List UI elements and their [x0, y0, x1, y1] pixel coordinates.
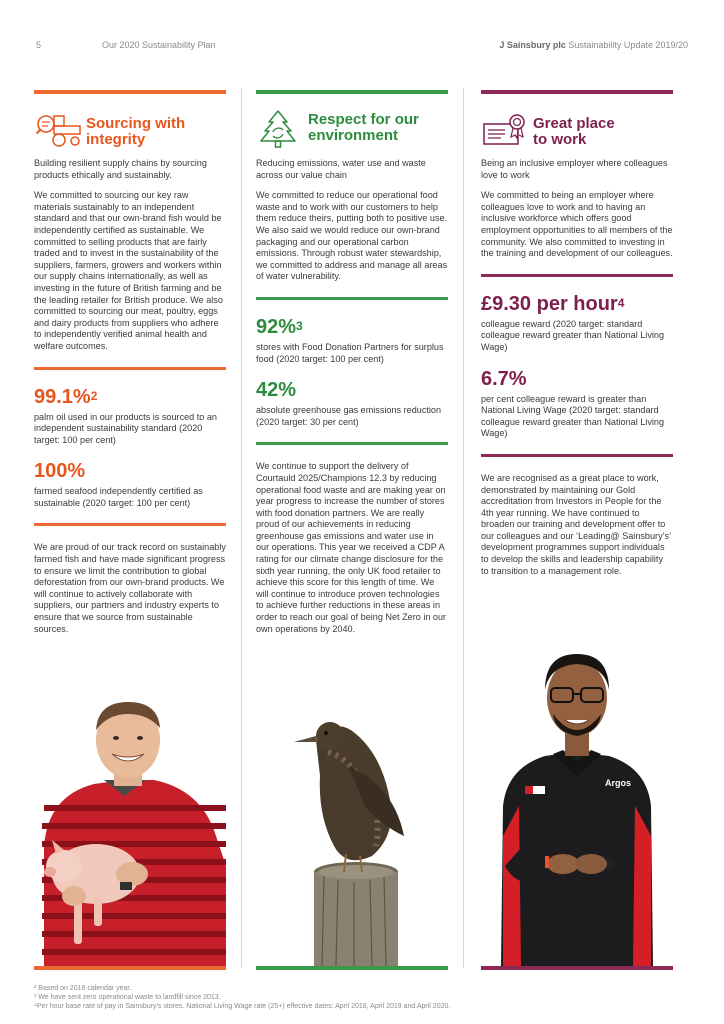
- section-divider: [481, 454, 673, 457]
- stat-value: [256, 316, 448, 338]
- section-text: [481, 158, 673, 260]
- stat-value: [34, 460, 226, 482]
- section-divider: [256, 442, 448, 445]
- section-closing-text: We are recognised as a great place to work, demonstrated by maintaining our Gold accreditation from Investors in People for the 4th year running. We have continued to broaden our training and development offer to our colleagues and our ‘Leading@ Sainsbury’s’ development programmes support individuals to develop the skills and leadership capability to transition to a management role.: [481, 472, 671, 576]
- section-closing: [256, 461, 448, 635]
- section-title: [308, 112, 419, 144]
- section-body: We committed to sourcing our key raw materials sustainably to an independent standard and that our own-brand fish would be independently certified as sustainable. We committed to selling products that are fairly traded and to invest in the sustainability of the suppliers, farmers, growers and workers within our supply chains internationally, as well as investing in the future of British farming and be the leading retailer for British produce. We also committed to sourcing our meat, poultry, eggs and dairy products from suppliers who adhere to independently verified animal health and welfare outcomes.: [34, 190, 223, 351]
- page-header: [36, 40, 688, 54]
- section-title-line1: Sourcing with: [86, 115, 186, 132]
- section-body: We committed to reduce our operational food waste and to work with our customers to help them reduce theirs, putting both to positive use. We also said we would reduce our own-brand packaging and our operational carbon emissions. Through robust water stewardship, we committed to address and manage all areas of water vulnerability.: [256, 190, 448, 282]
- starling-on-post-photo: [256, 696, 448, 966]
- section-title-line2: to work: [533, 131, 587, 148]
- brand-name: J Sainsbury plc: [499, 40, 566, 50]
- photo-bottom-bar: [256, 966, 448, 970]
- argos-employee-photo: [481, 636, 673, 966]
- update-title-group: [499, 40, 688, 50]
- stat-footnote-ref: 3: [296, 318, 303, 333]
- stat-description: palm oil used in our products is sourced to an independent sustainability standard (2020 target: 100 per cent): [34, 411, 217, 445]
- stat-description: absolute greenhouse gas emissions reduction (2020 target: 30 per cent): [256, 405, 442, 427]
- stat-value: [256, 379, 448, 401]
- stat-footnote-ref: 4: [617, 295, 625, 310]
- section-closing-text: We continue to support the delivery of Courtauld 2025/Champions 12.3 by reducing operational food waste and are making year on year progress to increase the number of stores with food donation partners. We are really proud of our achievements in reducing greenhouse gas emissions and water use in our operations. This year we received a CDP A rating for our climate change disclosure for the sixth year running, the only UK food retailer to achieve this score for this length of time. We will continue to introduce proven technologies to achieve further reductions in these areas in order to reach our goal of being Net Zero in our own operations by 2040.: [256, 461, 447, 634]
- stat-value-text: 100%: [34, 460, 86, 483]
- section-divider: [481, 274, 673, 277]
- stat-value: [481, 368, 673, 390]
- section-closing: [481, 473, 673, 577]
- section-title-row: [481, 94, 673, 158]
- argos-logo-text: Argos: [605, 778, 632, 788]
- stat-value-text: 99.1%: [34, 385, 91, 408]
- section-text: [256, 158, 448, 283]
- photo-bottom-bar: [34, 966, 226, 970]
- photo-bottom-bar: [481, 966, 673, 970]
- section-title: [86, 116, 185, 148]
- column-divider: [463, 88, 464, 968]
- stat-value-text: £9.30 per hour: [481, 292, 618, 315]
- farmer-with-piglet-photo: [34, 696, 226, 966]
- stat-footnote-ref: 2: [90, 388, 98, 403]
- section-title-row: [34, 94, 226, 158]
- section-intro: Reducing emissions, water use and waste across our value chain: [256, 158, 426, 180]
- section-text: [34, 158, 226, 353]
- stat-value: [481, 293, 673, 315]
- footnote: ⁴Per hour base rate of pay in Sainsbury’s stores. National Living Wage rate (25+) effective dates: April 2018, April 2019 and April 2020.: [34, 1003, 451, 1010]
- section-title-line2: environment: [308, 127, 399, 144]
- section-divider: [34, 367, 226, 370]
- page-number: 5: [36, 40, 42, 50]
- update-title: Sustainability Update 2019/20: [568, 40, 688, 50]
- footnote: ³ We have sent zero operational waste to landfill since 2013.: [34, 994, 221, 1001]
- stat-description: colleague reward (2020 target: standard colleague reward greater than National Living Wage): [481, 318, 664, 352]
- tree-recycle-icon: [258, 110, 304, 148]
- section-divider: [256, 297, 448, 300]
- section-intro: Building resilient supply chains by sourcing products ethically and sustainably.: [34, 158, 207, 180]
- stat-value-text: 6.7%: [481, 367, 527, 390]
- section-title-line1: Respect for our: [308, 111, 419, 128]
- section-title-line1: Great place: [533, 115, 615, 132]
- stat-description: stores with Food Donation Partners for surplus food (2020 target: 100 per cent): [256, 341, 444, 364]
- section-title-row: [256, 94, 448, 158]
- section-closing: [34, 542, 226, 635]
- plan-title: Our 2020 Sustainability Plan: [102, 40, 216, 50]
- section-title: [533, 116, 615, 148]
- section-divider: [34, 523, 226, 526]
- footnotes: [34, 984, 450, 1011]
- footnote: ² Based on 2018 calendar year.: [34, 985, 132, 992]
- section-closing-text: We are proud of our track record on sustainably farmed fish and have made significant progress to ensure we limit the contribution to global deforestation from our own-brand products. We will continue to actively collaborate with suppliers, our partners and industry experts to ensure that we source from sustainable sources.: [34, 542, 226, 634]
- column-divider: [241, 88, 242, 968]
- stat-value: [34, 386, 226, 408]
- stat-description: farmed seafood independently certified as sustainable (2020 target: 100 per cent): [34, 486, 203, 508]
- tractor-magnifier-icon: [36, 110, 82, 148]
- certificate-rosette-icon: [483, 110, 529, 148]
- section-title-line2: integrity: [86, 131, 146, 148]
- section-intro: Being an inclusive employer where colleagues love to work: [481, 158, 668, 180]
- stat-value-text: 42%: [256, 379, 297, 402]
- stat-description: per cent colleague reward is greater than National Living Wage (2020 target: standard colleague reward greater than National Living Wage): [481, 393, 664, 439]
- section-body: We committed to being an employer where colleagues love to work and to having an inclusive workforce which offers good employment opportunities to all members of the community. We also committed to investing in the training and development of our colleagues.: [481, 190, 673, 259]
- stat-value-text: 92%: [256, 315, 297, 338]
